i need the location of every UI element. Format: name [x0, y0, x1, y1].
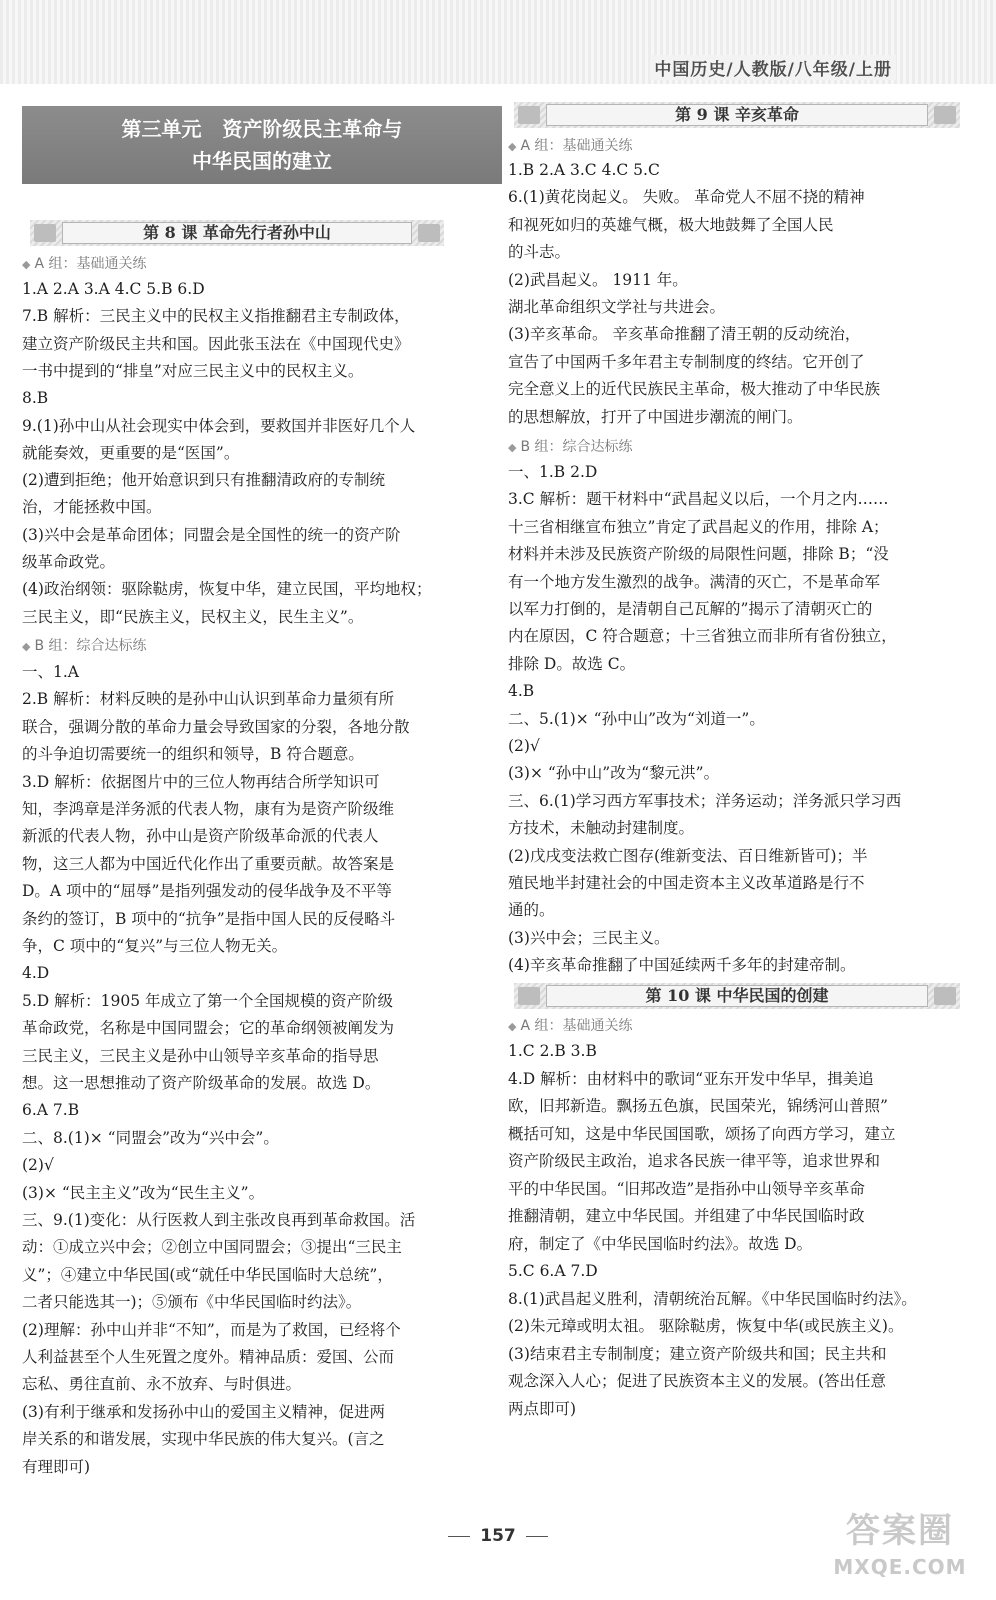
answer-line: 就能奏效，更重要的是“医国”。	[22, 443, 240, 462]
answer-line: 推翻清朝，建立中华民国。并组建了中华民国临时政	[508, 1207, 865, 1225]
answer-line: (3)结束君主专制制度；建立资产阶级共和国；民主共和	[508, 1344, 887, 1363]
answer-line: 以军力打倒的，是清朝自己瓦解的”揭示了清朝灭亡的	[508, 600, 873, 618]
answer-line: 1.B 2.A 3.C 4.C 5.C	[508, 161, 660, 179]
answer-line: (2)戊戌变法救亡图存(维新变法、百日维新皆可)；半	[508, 846, 868, 865]
answer-line: 通的。	[508, 901, 555, 920]
answer-line: 有理即可)	[22, 1457, 91, 1476]
lesson-8-group-a-label: ◆ A 组：基础通关练	[22, 256, 147, 272]
unit-title-line-2: 中华民国的建立	[192, 149, 332, 173]
header-ornament-icon	[934, 106, 956, 124]
answer-line: 三、9.(1)变化：从行医救人到主张改良再到革命救国。活	[22, 1211, 416, 1229]
answer-line: 概括可知，这是中华民国国歌，颂扬了向西方学习，建立	[508, 1124, 896, 1143]
answer-line: 府，制定了《中华民国临时约法》。故选 D。	[508, 1234, 813, 1253]
answer-line: 治，才能拯救中国。	[22, 498, 162, 517]
answer-line: 排除 D。故选 C。	[508, 654, 636, 673]
answer-line: 二、8.(1)× “同盟会”改为“兴中会”。	[22, 1128, 279, 1147]
answer-line: 2.B 解析：材料反映的是孙中山认识到革命力量须有所	[22, 690, 395, 709]
answer-line: 革命政党，名称是中国同盟会；它的革命纲领被阐发为	[22, 1019, 395, 1038]
answer-line: 4.D	[22, 964, 50, 983]
answer-line: 二、5.(1)× “孙中山”改为“刘道一”。	[508, 709, 765, 728]
answer-line: 欧，旧邦新造。飘扬五色旗，民国荣光，锦绣河山普照”	[508, 1097, 888, 1115]
lesson-9-group-b-label: ◆ B 组：综合达标练	[508, 439, 633, 455]
unit-title-banner	[22, 106, 502, 184]
answer-line: 平的中华民国。“旧邦改造”是指孙中山领导辛亥革命	[508, 1179, 865, 1198]
header-ornament-icon	[518, 987, 540, 1005]
answer-line: (4)辛亥革命推翻了中国延续两千多年的封建帝制。	[508, 956, 856, 975]
answer-line: (3)× “民主主义”改为“民生主义”。	[22, 1183, 265, 1202]
answer-line: 9.(1)孙中山从社会现实中体会到，要救国并非医好几个人	[22, 416, 416, 435]
answer-line: 岸关系的和谐发展，实现中华民族的伟大复兴。(言之	[22, 1430, 385, 1449]
answer-line: (3)兴中会是革命团体；同盟会是全国性的统一的资产阶	[22, 525, 401, 544]
answer-line: 6.(1)黄花岗起义。 失败。 革命党人不屈不挠的精神	[508, 188, 865, 207]
answer-line: (3)兴中会；三民主义。	[508, 928, 670, 947]
answer-line: 材料并未涉及民族资产阶级的局限性问题，排除 B；“没	[508, 545, 889, 564]
answer-line: 1.A 2.A 3.A 4.C 5.B 6.D	[22, 280, 205, 298]
answer-line: 方技术，未触动封建制度。	[508, 819, 695, 838]
answer-line: 的斗志。	[508, 243, 571, 262]
answer-line: (3)辛亥革命。 辛亥革命推翻了清王朝的反动统治，	[508, 325, 861, 344]
header-ornament-icon	[518, 106, 540, 124]
answer-line: 条约的签订，B 项中的“抗争”是指中国人民的反侵略斗	[22, 909, 396, 928]
lesson-8-title: 第 8 课 革命先行者孙中山	[62, 222, 412, 244]
answer-line: 十三省相继宣布独立”肯定了武昌起义的作用，排除 A；	[508, 517, 889, 536]
header-ornament-icon	[34, 224, 56, 242]
answer-line: 二者只能选其一)；⑤颁布《中华民国临时约法》。	[22, 1293, 362, 1312]
answer-line: 物，这三人都为中国近代化作出了重要贡献。故答案是	[22, 854, 395, 873]
answer-line: (2)√	[508, 737, 540, 755]
answer-line: 湖北革命组织文学社与共进会。	[508, 298, 726, 316]
diamond-icon: ◆	[508, 1020, 517, 1033]
answer-line: 人利益甚至个人生死置之度外。精神品质：爱国、公而	[22, 1348, 395, 1366]
answer-line: 的思想解放，打开了中国进步潮流的闸门。	[508, 407, 803, 426]
answer-line: (2)遭到拒绝；他开始意识到只有推翻清政府的专制统	[22, 471, 385, 490]
answer-line: 4.B	[508, 682, 535, 701]
answer-line: 资产阶级民主政治，追求各民族一律平等，追求世界和	[508, 1152, 881, 1170]
diamond-icon: ◆	[508, 140, 517, 153]
answer-line: 和视死如归的英雄气概，极大地鼓舞了全国人民	[508, 215, 834, 234]
lesson-9-header	[514, 102, 960, 128]
answer-line: 3.C 解析：题干材料中“武昌起义以后，一个月之内……	[508, 490, 889, 509]
answer-line: 想。这一思想推动了资产阶级革命的发展。故选 D。	[22, 1074, 381, 1092]
answer-line: 完全意义上的近代民族民主革命，极大推动了中华民族	[508, 380, 881, 399]
answer-line: D。A 项中的“屈辱”是指列强发动的侵华战争及不平等	[22, 882, 392, 901]
answer-line: 一书中提到的“排皇”对应三民主义中的民权主义。	[22, 361, 364, 380]
lesson-8-header	[30, 220, 444, 246]
answer-line: 7.B 解析：三民主义中的民权主义指推翻君主专制政体，	[22, 307, 410, 326]
unit-title-line-1: 第三单元 资产阶级民主革命与	[121, 117, 403, 141]
page-number: 157	[0, 1526, 996, 1546]
series-label: 中国历史/人教版/八年级/上册	[650, 55, 896, 80]
diamond-icon: ◆	[22, 640, 31, 653]
header-ornament-icon	[934, 987, 956, 1005]
answer-line: (4)政治纲领：驱除鞑虏，恢复中华，建立民国，平均地权；	[22, 580, 432, 599]
answer-line: (3)× “孙中山”改为“黎元洪”。	[508, 764, 720, 783]
answer-line: 三民主义，即“民族主义，民权主义，民生主义”。	[22, 607, 364, 626]
lesson-10-group-a-label: ◆ A 组：基础通关练	[508, 1018, 633, 1034]
answer-line: (2)朱元璋或明太祖。 驱除鞑虏，恢复中华(或民族主义)。	[508, 1317, 904, 1335]
answer-line: 联合，强调分散的革命力量会导致国家的分裂，各地分散	[22, 717, 410, 736]
site-watermark-logo: 答案圈 MXQE.COM	[833, 1511, 967, 1579]
answer-line: 两点即可)	[508, 1399, 577, 1418]
answer-line: 5.C 6.A 7.D	[508, 1262, 598, 1280]
answer-line: 一、1.B 2.D	[508, 463, 598, 481]
answer-line: 知，李鸿章是洋务派的代表人物，康有为是资产阶级维	[22, 800, 395, 818]
answer-line: 1.C 2.B 3.B	[508, 1042, 597, 1060]
answer-line: 8.B	[22, 389, 49, 408]
header-ornament-icon	[418, 224, 440, 242]
answer-line: 3.D 解析：依据图片中的三位人物再结合所学知识可	[22, 772, 380, 791]
lesson-10-header	[514, 983, 960, 1009]
answer-line: 义”；④建立中华民国(或“就任中华民国临时大总统”，	[22, 1265, 393, 1284]
answer-line: (2)√	[22, 1156, 54, 1175]
answer-line: 8.(1)武昌起义胜利，清朝统治瓦解。《中华民国临时约法》。	[508, 1289, 917, 1308]
answer-line: 动：①成立兴中会；②创立中国同盟会；③提出“三民主	[22, 1238, 402, 1257]
answer-line: 5.D 解析：1905 年成立了第一个全国规模的资产阶级	[22, 991, 394, 1010]
lesson-10-title: 第 10 课 中华民国的创建	[546, 985, 928, 1007]
answer-line: 观念深入人心；促进了民族资本主义的发展。(答出任意	[508, 1372, 887, 1390]
answer-line: 三民主义，三民主义是孙中山领导辛亥革命的指导思	[22, 1046, 379, 1065]
answer-line: 4.D 解析：由材料中的歌词“亚东开发中华早，揖美追	[508, 1069, 874, 1088]
answer-line: 殖民地半封建社会的中国走资本主义改革道路是行不	[508, 874, 865, 892]
answer-line: 新派的代表人物，孙中山是资产阶级革命派的代表人	[22, 827, 379, 846]
answer-line: (2)理解：孙中山并非“不知”，而是为了救国，已经将个	[22, 1320, 401, 1339]
answer-line: 三、6.(1)学习西方军事技术；洋务运动；洋务派只学习西	[508, 791, 902, 810]
answer-line: 有一个地方发生激烈的战争。满清的灭亡，不是革命军	[508, 572, 881, 591]
answer-line: 争，C 项中的“复兴”与三位人物无关。	[22, 937, 288, 955]
answer-line: 6.A 7.B	[22, 1101, 80, 1120]
answer-line: 级革命政党。	[22, 553, 116, 571]
diamond-icon: ◆	[508, 441, 517, 454]
answer-line: 宣告了中国两千多年君主专制制度的终结。它开创了	[508, 352, 865, 371]
lesson-8-group-b-label: ◆ B 组：综合达标练	[22, 638, 147, 654]
answer-line: 建立资产阶级民主共和国。因此张玉法在《中国现代史》	[22, 334, 410, 353]
answer-line: 忘私、勇往直前、永不放弃、与时俱进。	[22, 1375, 302, 1394]
top-header-bar	[0, 0, 996, 84]
diamond-icon: ◆	[22, 258, 31, 271]
answer-line: 一、1.A	[22, 663, 79, 681]
answer-line: (3)有利于继承和发扬孙中山的爱国主义精神，促进两	[22, 1402, 385, 1421]
answer-line: 内在原因，C 符合题意；十三省独立而非所有省份独立，	[508, 627, 897, 646]
answer-line: (2)武昌起义。 1911 年。	[508, 270, 688, 289]
lesson-9-title: 第 9 课 辛亥革命	[546, 104, 928, 126]
answer-line: 的斗争迫切需要统一的组织和领导，B 符合题意。	[22, 745, 364, 764]
lesson-9-group-a-label: ◆ A 组：基础通关练	[508, 138, 633, 154]
